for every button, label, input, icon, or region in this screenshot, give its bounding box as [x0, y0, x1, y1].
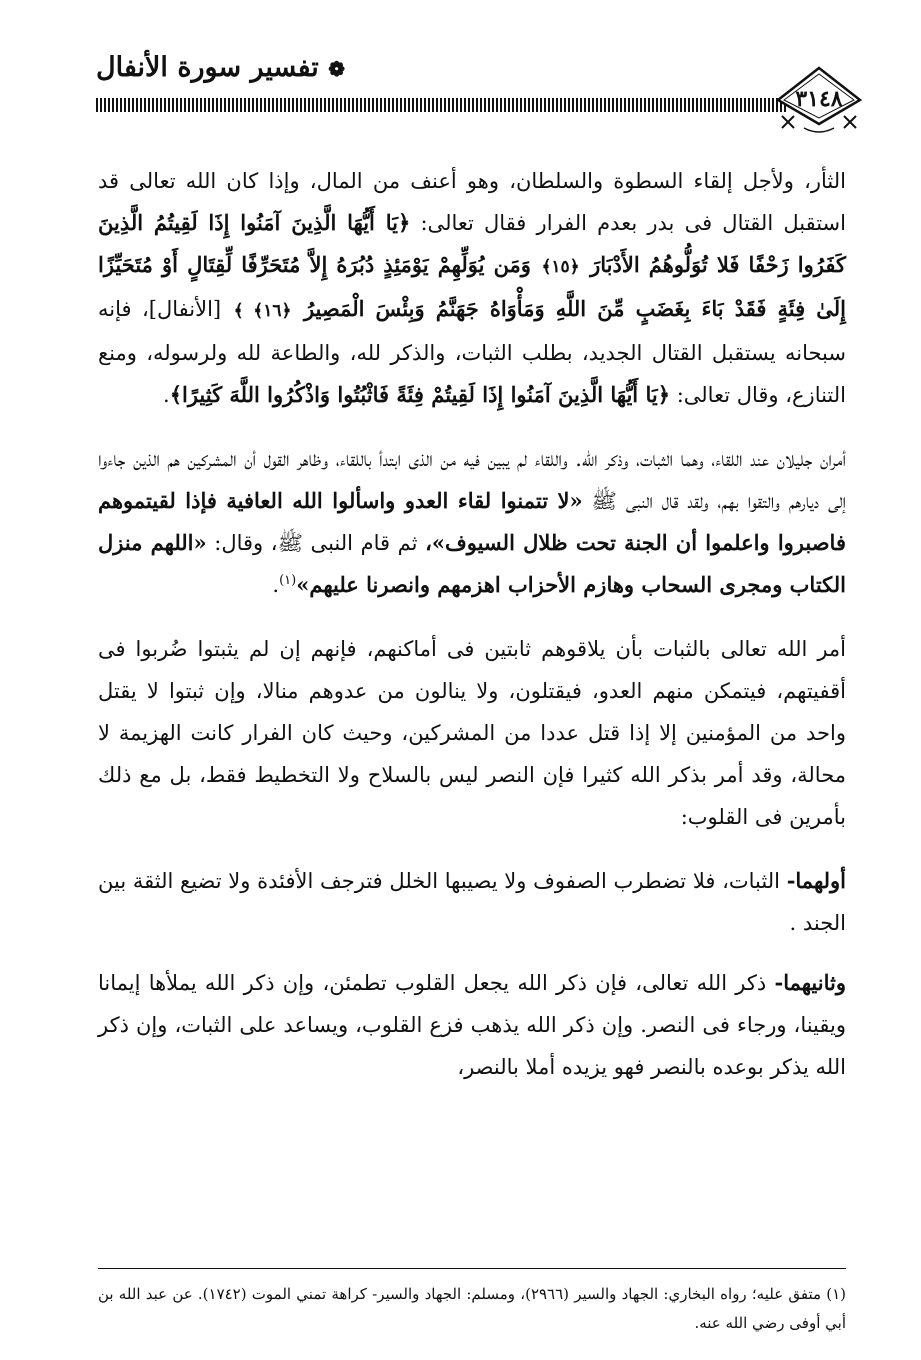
ayah-number-16: ﴿١٦﴾ ﴾	[233, 301, 292, 321]
header-rule	[96, 98, 786, 112]
p1-text-2: فإنه سبحانه يستقبل القتال الجديد، بطلب الثبات، والذكر لله، والطاعة لله ولرسوله، ومنع التنازع، وقال تعالى:	[98, 297, 846, 407]
p4-lead: أولهما-	[786, 868, 846, 893]
paragraph-1	[98, 160, 846, 416]
hadith-1: «لا تتمنوا لقاء العدو واسألوا الله العافية فإذا لقيتموهم فاصبروا واعلموا أن الجنة تحت ظلال السيوف»،	[98, 488, 846, 555]
title-ornament-icon: ❁	[328, 57, 345, 81]
quran-verse-16: وَمَن يُوَلِّهِمْ يَوْمَئِذٍ دُبُرَهُ إِلاَّ مُتَحَرِّفًا لِّقِتَالٍ أَوْ مُتَحَيِّزًا إِلَىٰ فِئَةٍ فَقَدْ بَاءَ بِغَضَبٍ مِّنَ اللَّهِ وَمَأْوَاهُ جَهَنَّمُ وَبِئْسَ الْمَصِيرُ	[98, 252, 846, 321]
quran-verse-15: ﴿يَا أَيُّهَا الَّذِينَ آمَنُوا إِذَا لَقِيتُمُ الَّذِينَ كَفَرُوا زَحْفًا فَلا تُوَلُّوهُمُ الأَدْبَارَ	[98, 210, 846, 277]
ayah-number-15: ﴿١٥﴾	[541, 257, 580, 277]
hadith-2: «اللهم منزل الكتاب ومجرى السحاب وهازم الأحزاب اهزمهم وانصرنا عليهم»	[98, 530, 846, 597]
surah-reference: [الأنفال]،	[142, 297, 222, 321]
paragraph-3: أمر الله تعالى بالثبات بأن يلاقوهم ثابتين فى أماكنهم، فإنهم إن لم يثبتوا ضُربوا فى أقفيتهم، فيتمكن منهم العدو، فيقتلون، ولا ينالون من عدوهم منالا، وإن ثبتوا لا يقتل واحد من المؤمنين إلا إذا قتل عددا من المشركين، وحيث كان الفرار كانت الهزيمة لا محالة، وقد أمر بذكر الله كثيرا فإن النصر ليس بالسلاح ولا التخطيط فقط، بل مع ذلك بأمرين فى القلوب:	[98, 637, 846, 829]
p5-lead: وثانيهما-	[774, 970, 846, 995]
running-title	[96, 52, 376, 83]
paragraph-5	[98, 962, 846, 1088]
p5-text: ذكر الله تعالى، فإن ذكر الله يجعل القلوب تطمئن، وإن ذكر الله يملأها إيمانا ويقينا، ورجاء فى النصر. وإن ذكر الله يذهب فزع القلوب، ويساعد على الثبات، وإن ذكر الله يذكر بوعده بالنصر فهو يزيده أملا بالنصر،	[98, 971, 846, 1079]
page-header	[0, 0, 921, 150]
p1-text-1: الثأر، ولأجل إلقاء السطوة والسلطان، وهو أعنف من المال، وإذا كان الله تعالى قد استقبل القتال فى بدر بعدم الفرار فقال تعالى:	[98, 169, 846, 235]
p1-text-3: .	[163, 383, 170, 407]
footnote-reference: (١)	[279, 573, 297, 588]
page-number: ٣١٤٨	[795, 86, 843, 112]
footnote: (١) متفق عليه؛ رواه البخاري: الجهاد والسير (٢٩٦٦)، ومسلم: الجهاد والسير- كراهة تمني الموت (١٧٤٢). عن عبد الله بن أبي أوفى رضي الله عنه.	[98, 1285, 846, 1332]
paragraph-2	[98, 438, 846, 606]
p2-text-3: .	[272, 573, 280, 597]
quran-verse-45: ﴿يَا أَيُّهَا الَّذِينَ آمَنُوا إِذَا لَقِيتُمْ فِئَةً فَاثْبُتُوا وَاذْكُرُوا اللَّهَ كَثِيرًا﴾	[169, 382, 671, 407]
paragraph-4	[98, 860, 846, 944]
p2-text-1: أمران جليلان عند اللقاء، وهما الثبات، وذكر الله. واللقاء لم يبين فيه من الذى ابتدأ باللقاء، وظاهر القول أن المشركين هم الذين جاءوا إلى ديارهم والتقوا بهم، ولقد قال النبى ﷺ	[98, 447, 846, 513]
p4-text: الثبات، فلا تضطرب الصفوف ولا يصيبها الخلل فترجف الأفئدة ولا تضيع الثقة بين الجند .	[98, 869, 846, 935]
surah-title-text: تفسير سورة الأنفال	[96, 52, 319, 83]
p2-text-2: ثم قام النبى ﷺ، وقال:	[214, 531, 418, 555]
body-text	[98, 160, 846, 1110]
footnote-rule	[98, 1268, 846, 1269]
